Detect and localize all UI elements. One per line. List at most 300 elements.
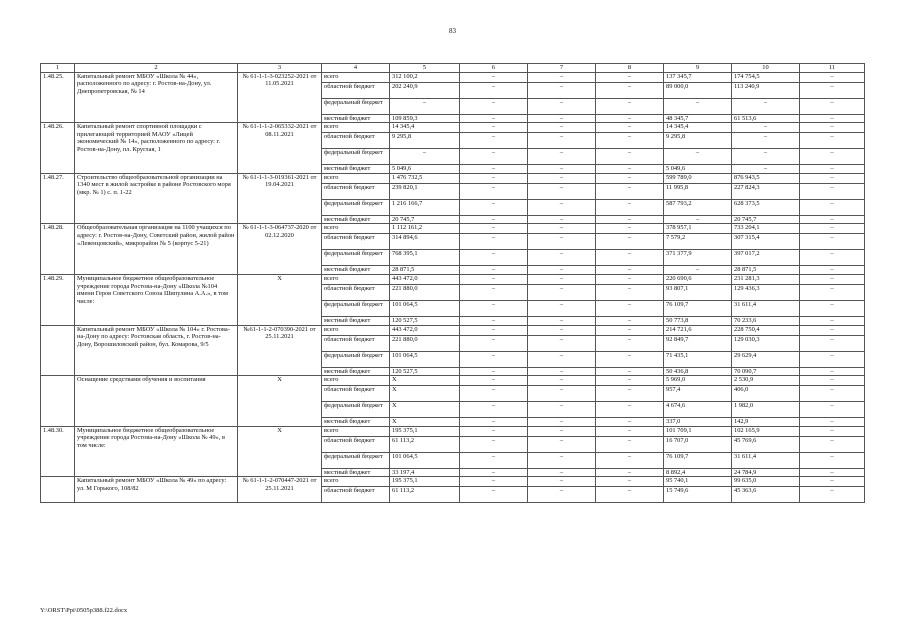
value-cell: – [528,487,596,503]
funding-source: федеральный бюджет [322,250,390,266]
value-cell: 1 982,0 [732,402,800,418]
value-cell: – [460,477,528,487]
value-cell: – [528,234,596,250]
value-cell: – [800,250,865,266]
item-number: 1.48.26. [41,123,75,174]
value-cell: – [596,418,664,427]
column-number: 9 [664,64,732,73]
value-cell: – [800,183,865,199]
funding-source: областной бюджет [322,436,390,452]
value-cell: – [528,215,596,224]
column-number: 8 [596,64,664,73]
funding-source: федеральный бюджет [322,402,390,418]
value-cell: – [460,452,528,468]
value-cell: Х [390,402,460,418]
value-cell: 101 064,5 [390,351,460,367]
value-cell: – [528,284,596,300]
value-cell: – [460,165,528,174]
value-cell: – [528,436,596,452]
value-cell: – [460,300,528,316]
funding-source: местный бюджет [322,316,390,325]
value-cell: 174 754,5 [732,72,800,82]
value-cell: – [460,376,528,386]
table-row [41,173,865,183]
value-cell: – [596,316,664,325]
item-number: 1.48.28. [41,224,75,275]
table-row [41,477,865,487]
funding-source: областной бюджет [322,386,390,402]
item-number [41,376,75,427]
funding-source: областной бюджет [322,82,390,98]
value-cell: – [460,468,528,477]
funding-source: всего [322,325,390,335]
funding-source: областной бюджет [322,284,390,300]
value-cell: – [596,250,664,266]
value-cell: – [528,199,596,215]
value-cell: – [460,335,528,351]
value-cell: – [460,316,528,325]
value-cell: – [460,123,528,133]
value-cell: – [800,487,865,503]
value-cell: – [596,173,664,183]
value-cell: – [800,284,865,300]
value-cell: – [528,335,596,351]
column-number-row [41,64,865,73]
value-cell: 61 113,2 [390,436,460,452]
value-cell: 28 871,5 [390,266,460,275]
value-cell: – [596,183,664,199]
value-cell: – [596,215,664,224]
value-cell: – [528,82,596,98]
value-cell: 4 674,6 [664,402,732,418]
value-cell: 71 435,1 [664,351,732,367]
value-cell: – [528,376,596,386]
value-cell: – [596,452,664,468]
value-cell: 5 969,0 [664,376,732,386]
value-cell: – [800,72,865,82]
value-cell: – [800,325,865,335]
value-cell: 228 750,4 [732,325,800,335]
funding-source: областной бюджет [322,234,390,250]
funding-source: областной бюджет [322,335,390,351]
value-cell: 45 769,6 [732,436,800,452]
value-cell: 102 165,9 [732,426,800,436]
value-cell: – [528,452,596,468]
value-cell: – [460,215,528,224]
value-cell: – [596,199,664,215]
document-number: № 61-1-1-3-023252-2021 от 11.05.2021 [238,72,322,123]
value-cell: – [528,224,596,234]
table-row [41,123,865,133]
value-cell: 113 240,9 [732,82,800,98]
value-cell: – [460,325,528,335]
value-cell: – [800,436,865,452]
document-number: Х [238,376,322,427]
value-cell: – [800,173,865,183]
funding-source: местный бюджет [322,215,390,224]
value-cell: – [528,183,596,199]
value-cell: 312 100,2 [390,72,460,82]
value-cell: – [596,284,664,300]
value-cell: – [528,98,596,114]
column-number: 11 [800,64,865,73]
value-cell: – [664,266,732,275]
value-cell: 220 690,6 [664,274,732,284]
value-cell: – [460,284,528,300]
table-row [41,325,865,335]
value-cell: – [664,215,732,224]
value-cell: 397 017,2 [732,250,800,266]
value-cell: – [528,316,596,325]
value-cell: – [596,436,664,452]
value-cell: 20 745,7 [732,215,800,224]
value-cell: 29 629,4 [732,351,800,367]
value-cell: 20 745,7 [390,215,460,224]
value-cell: 7 579,2 [664,234,732,250]
value-cell: 9 295,8 [390,133,460,149]
value-cell: 70 233,6 [732,316,800,325]
value-cell: 93 807,1 [664,284,732,300]
value-cell: 599 789,0 [664,173,732,183]
funding-source: местный бюджет [322,418,390,427]
value-cell: – [800,418,865,427]
funding-source: федеральный бюджет [322,300,390,316]
value-cell: 371 377,9 [664,250,732,266]
value-cell: 129 030,3 [732,335,800,351]
value-cell: – [732,133,800,149]
value-cell: – [528,133,596,149]
document-number: №61-1-1-2-070390-2021 от 25.11.2021 [238,325,322,376]
value-cell: 443 472,0 [390,325,460,335]
value-cell: – [528,266,596,275]
value-cell: – [460,149,528,165]
value-cell: 5 049,6 [664,165,732,174]
value-cell: – [800,376,865,386]
value-cell: 1 476 732,5 [390,173,460,183]
item-number [41,477,75,503]
value-cell: Х [390,376,460,386]
value-cell: – [460,426,528,436]
table-row [41,224,865,234]
value-cell: 768 395,1 [390,250,460,266]
funding-source: местный бюджет [322,114,390,123]
value-cell: – [732,165,800,174]
value-cell: – [800,300,865,316]
value-cell: – [460,82,528,98]
value-cell: 214 721,6 [664,325,732,335]
value-cell: 101 709,1 [664,426,732,436]
item-name: Муниципальное бюджетное общеобразовательное учреждение города Ростова-на-Дону «Школа № 49», в том числе: [75,426,238,477]
value-cell: – [528,123,596,133]
item-name: Капитальный ремонт МБОУ «Школа № 104» г. Ростова-на-Дону по адресу: Ростовская область, г. Ростов-на-Дону, Ворошиловский район, бул. Комарова, 9/5 [75,325,238,376]
value-cell: 314 894,6 [390,234,460,250]
value-cell: – [460,274,528,284]
funding-source: областной бюджет [322,133,390,149]
value-cell: 99 635,0 [732,477,800,487]
value-cell: – [596,477,664,487]
item-number: 1.48.25. [41,72,75,123]
funding-source: областной бюджет [322,183,390,199]
value-cell: 101 064,5 [390,452,460,468]
value-cell: – [800,215,865,224]
value-cell: 5 049,6 [390,165,460,174]
funding-source: местный бюджет [322,266,390,275]
value-cell: – [460,436,528,452]
value-cell: – [800,386,865,402]
value-cell: 239 820,1 [390,183,460,199]
value-cell: – [528,468,596,477]
value-cell: 137 345,7 [664,72,732,82]
value-cell: – [596,72,664,82]
funding-source: федеральный бюджет [322,351,390,367]
value-cell: – [732,149,800,165]
item-name: Капитальный ремонт МБОУ «Школа № 49» по адресу: ул. М Горького, 108/82 [75,477,238,503]
value-cell: – [460,418,528,427]
value-cell: – [460,114,528,123]
funding-source: федеральный бюджет [322,452,390,468]
value-cell: – [800,426,865,436]
value-cell: Х [390,418,460,427]
document-number: № 61-1-1-3-064737-2020 от 02.12.2020 [238,224,322,275]
value-cell: 8 892,4 [664,468,732,477]
value-cell: – [460,266,528,275]
funding-source: местный бюджет [322,165,390,174]
value-cell: 876 943,5 [732,173,800,183]
item-name: Оснащение средствами обучения и воспитания [75,376,238,427]
value-cell: 45 363,6 [732,487,800,503]
value-cell: – [596,165,664,174]
value-cell: – [390,98,460,114]
value-cell: – [528,386,596,402]
value-cell: – [800,367,865,376]
value-cell: 221 880,0 [390,284,460,300]
value-cell: 587 793,2 [664,199,732,215]
value-cell: 2 530,9 [732,376,800,386]
value-cell: 50 773,8 [664,316,732,325]
column-number: 7 [528,64,596,73]
value-cell: 70 090,7 [732,367,800,376]
value-cell: – [528,114,596,123]
value-cell: – [596,468,664,477]
value-cell: 61 113,2 [390,487,460,503]
value-cell: – [528,165,596,174]
value-cell: – [460,133,528,149]
value-cell: – [596,149,664,165]
value-cell: – [460,402,528,418]
value-cell: – [800,98,865,114]
value-cell: – [800,402,865,418]
value-cell: 733 204,1 [732,224,800,234]
item-number: 1.48.27. [41,173,75,224]
value-cell: 9 295,8 [664,133,732,149]
item-number: 1.48.29. [41,274,75,325]
value-cell: 195 375,1 [390,477,460,487]
value-cell: – [528,250,596,266]
value-cell: – [596,114,664,123]
value-cell: 129 436,3 [732,284,800,300]
value-cell: – [390,149,460,165]
value-cell: 337,0 [664,418,732,427]
value-cell: – [460,224,528,234]
value-cell: – [800,234,865,250]
footer-file-path: Y:\ORST\Ppi\0505p388.f22.docx [40,607,128,614]
value-cell: 92 849,7 [664,335,732,351]
item-name: Капитальный ремонт МБОУ «Школа № 44», расположенного по адресу: г. Ростов-на-Дону, ул. Днепропетровская, № 14 [75,72,238,123]
funding-source: всего [322,173,390,183]
table-row [41,376,865,386]
value-cell: – [800,316,865,325]
value-cell: 142,9 [732,418,800,427]
column-number: 2 [75,64,238,73]
value-cell: 14 345,4 [664,123,732,133]
value-cell: 1 216 166,7 [390,199,460,215]
value-cell: – [800,266,865,275]
funding-source: всего [322,477,390,487]
value-cell: – [800,224,865,234]
value-cell: – [732,123,800,133]
value-cell: 101 064,5 [390,300,460,316]
value-cell: – [528,300,596,316]
value-cell: 957,4 [664,386,732,402]
value-cell: – [800,468,865,477]
item-name: Капитальный ремонт спортивной площадки с прилегающей территорией МАОУ «Лицей экономический № 14», расположенного по адресу: г. Ростов-на-Дону, пл. Круглая, 1 [75,123,238,174]
value-cell: – [528,325,596,335]
value-cell: 202 240,9 [390,82,460,98]
item-name: Муниципальное бюджетное общеобразовательное учреждение города Ростова-на-Дону «Школа №104 имени Героя Советского Союза Шипулина А.А.», в том числе: [75,274,238,325]
value-cell: – [596,351,664,367]
value-cell: – [596,367,664,376]
value-cell: – [528,72,596,82]
value-cell: – [596,224,664,234]
document-number: Х [238,274,322,325]
table-row [41,274,865,284]
value-cell: – [596,386,664,402]
value-cell: Х [390,386,460,402]
value-cell: – [664,98,732,114]
value-cell: – [596,98,664,114]
value-cell: – [460,351,528,367]
column-number: 10 [732,64,800,73]
value-cell: – [528,418,596,427]
column-number: 1 [41,64,75,73]
value-cell: 307 315,4 [732,234,800,250]
value-cell: – [528,477,596,487]
value-cell: – [528,426,596,436]
value-cell: 378 957,1 [664,224,732,234]
value-cell: – [460,487,528,503]
funding-source: федеральный бюджет [322,199,390,215]
value-cell: 443 472,0 [390,274,460,284]
funding-source: всего [322,274,390,284]
value-cell: 31 611,4 [732,300,800,316]
value-cell: – [596,266,664,275]
value-cell: 76 109,7 [664,452,732,468]
value-cell: – [800,165,865,174]
table-row [41,72,865,82]
value-cell: – [800,452,865,468]
document-number: Х [238,426,322,477]
funding-source: всего [322,72,390,82]
item-number: 1.48.30. [41,426,75,477]
item-name: Общеобразовательная организация на 1100 учащихся по адресу: г. Ростов-на-Дону, Советский район, жилой район «Левенцовский», микрорайон № 5 (корпус 5-21) [75,224,238,275]
column-number: 3 [238,64,322,73]
value-cell: – [664,149,732,165]
value-cell: – [596,487,664,503]
value-cell: – [460,173,528,183]
value-cell: 33 197,4 [390,468,460,477]
value-cell: – [596,123,664,133]
document-number: № 61-1-1-3-019361-2021 от 19.04.2021 [238,173,322,224]
value-cell: – [800,123,865,133]
funding-source: местный бюджет [322,367,390,376]
value-cell: 31 611,4 [732,452,800,468]
value-cell: 14 345,4 [390,123,460,133]
value-cell: – [596,402,664,418]
value-cell: 120 527,5 [390,316,460,325]
value-cell: 95 740,1 [664,477,732,487]
value-cell: – [800,133,865,149]
item-number [41,325,75,376]
page-number: 83 [449,27,456,35]
value-cell: – [732,98,800,114]
value-cell: – [800,149,865,165]
value-cell: – [596,426,664,436]
value-cell: 76 109,7 [664,300,732,316]
value-cell: 221 880,0 [390,335,460,351]
value-cell: 15 749,6 [664,487,732,503]
funding-source: всего [322,426,390,436]
value-cell: – [460,367,528,376]
budget-table [40,63,865,503]
value-cell: – [528,173,596,183]
column-number: 4 [322,64,390,73]
value-cell: 48 345,7 [664,114,732,123]
funding-source: всего [322,376,390,386]
value-cell: – [528,149,596,165]
value-cell: 1 112 161,2 [390,224,460,234]
value-cell: – [460,183,528,199]
value-cell: 24 784,9 [732,468,800,477]
table-body [41,64,865,503]
value-cell: – [528,274,596,284]
item-name: Строительство общеобразовательной организации на 1340 мест в жилой застройке в районе Ростовского моря (мкр. № 1) с. п. 1-22 [75,173,238,224]
value-cell: 406,0 [732,386,800,402]
value-cell: – [800,114,865,123]
funding-source: всего [322,123,390,133]
value-cell: 16 707,0 [664,436,732,452]
value-cell: – [460,386,528,402]
value-cell: 11 995,8 [664,183,732,199]
value-cell: – [596,133,664,149]
document-number: № 61-1-1-2-070447-2021 от 25.11.2021 [238,477,322,503]
value-cell: – [800,274,865,284]
value-cell: 231 281,3 [732,274,800,284]
value-cell: – [596,376,664,386]
value-cell: – [528,367,596,376]
value-cell: 109 859,3 [390,114,460,123]
document-number: № 61-1-1-2-065332-2021 от 08.11.2021 [238,123,322,174]
value-cell: – [460,72,528,82]
value-cell: – [596,335,664,351]
value-cell: – [800,199,865,215]
value-cell: – [528,351,596,367]
value-cell: 120 527,5 [390,367,460,376]
value-cell: – [596,82,664,98]
value-cell: – [460,234,528,250]
column-number: 6 [460,64,528,73]
funding-source: всего [322,224,390,234]
funding-source: федеральный бюджет [322,149,390,165]
